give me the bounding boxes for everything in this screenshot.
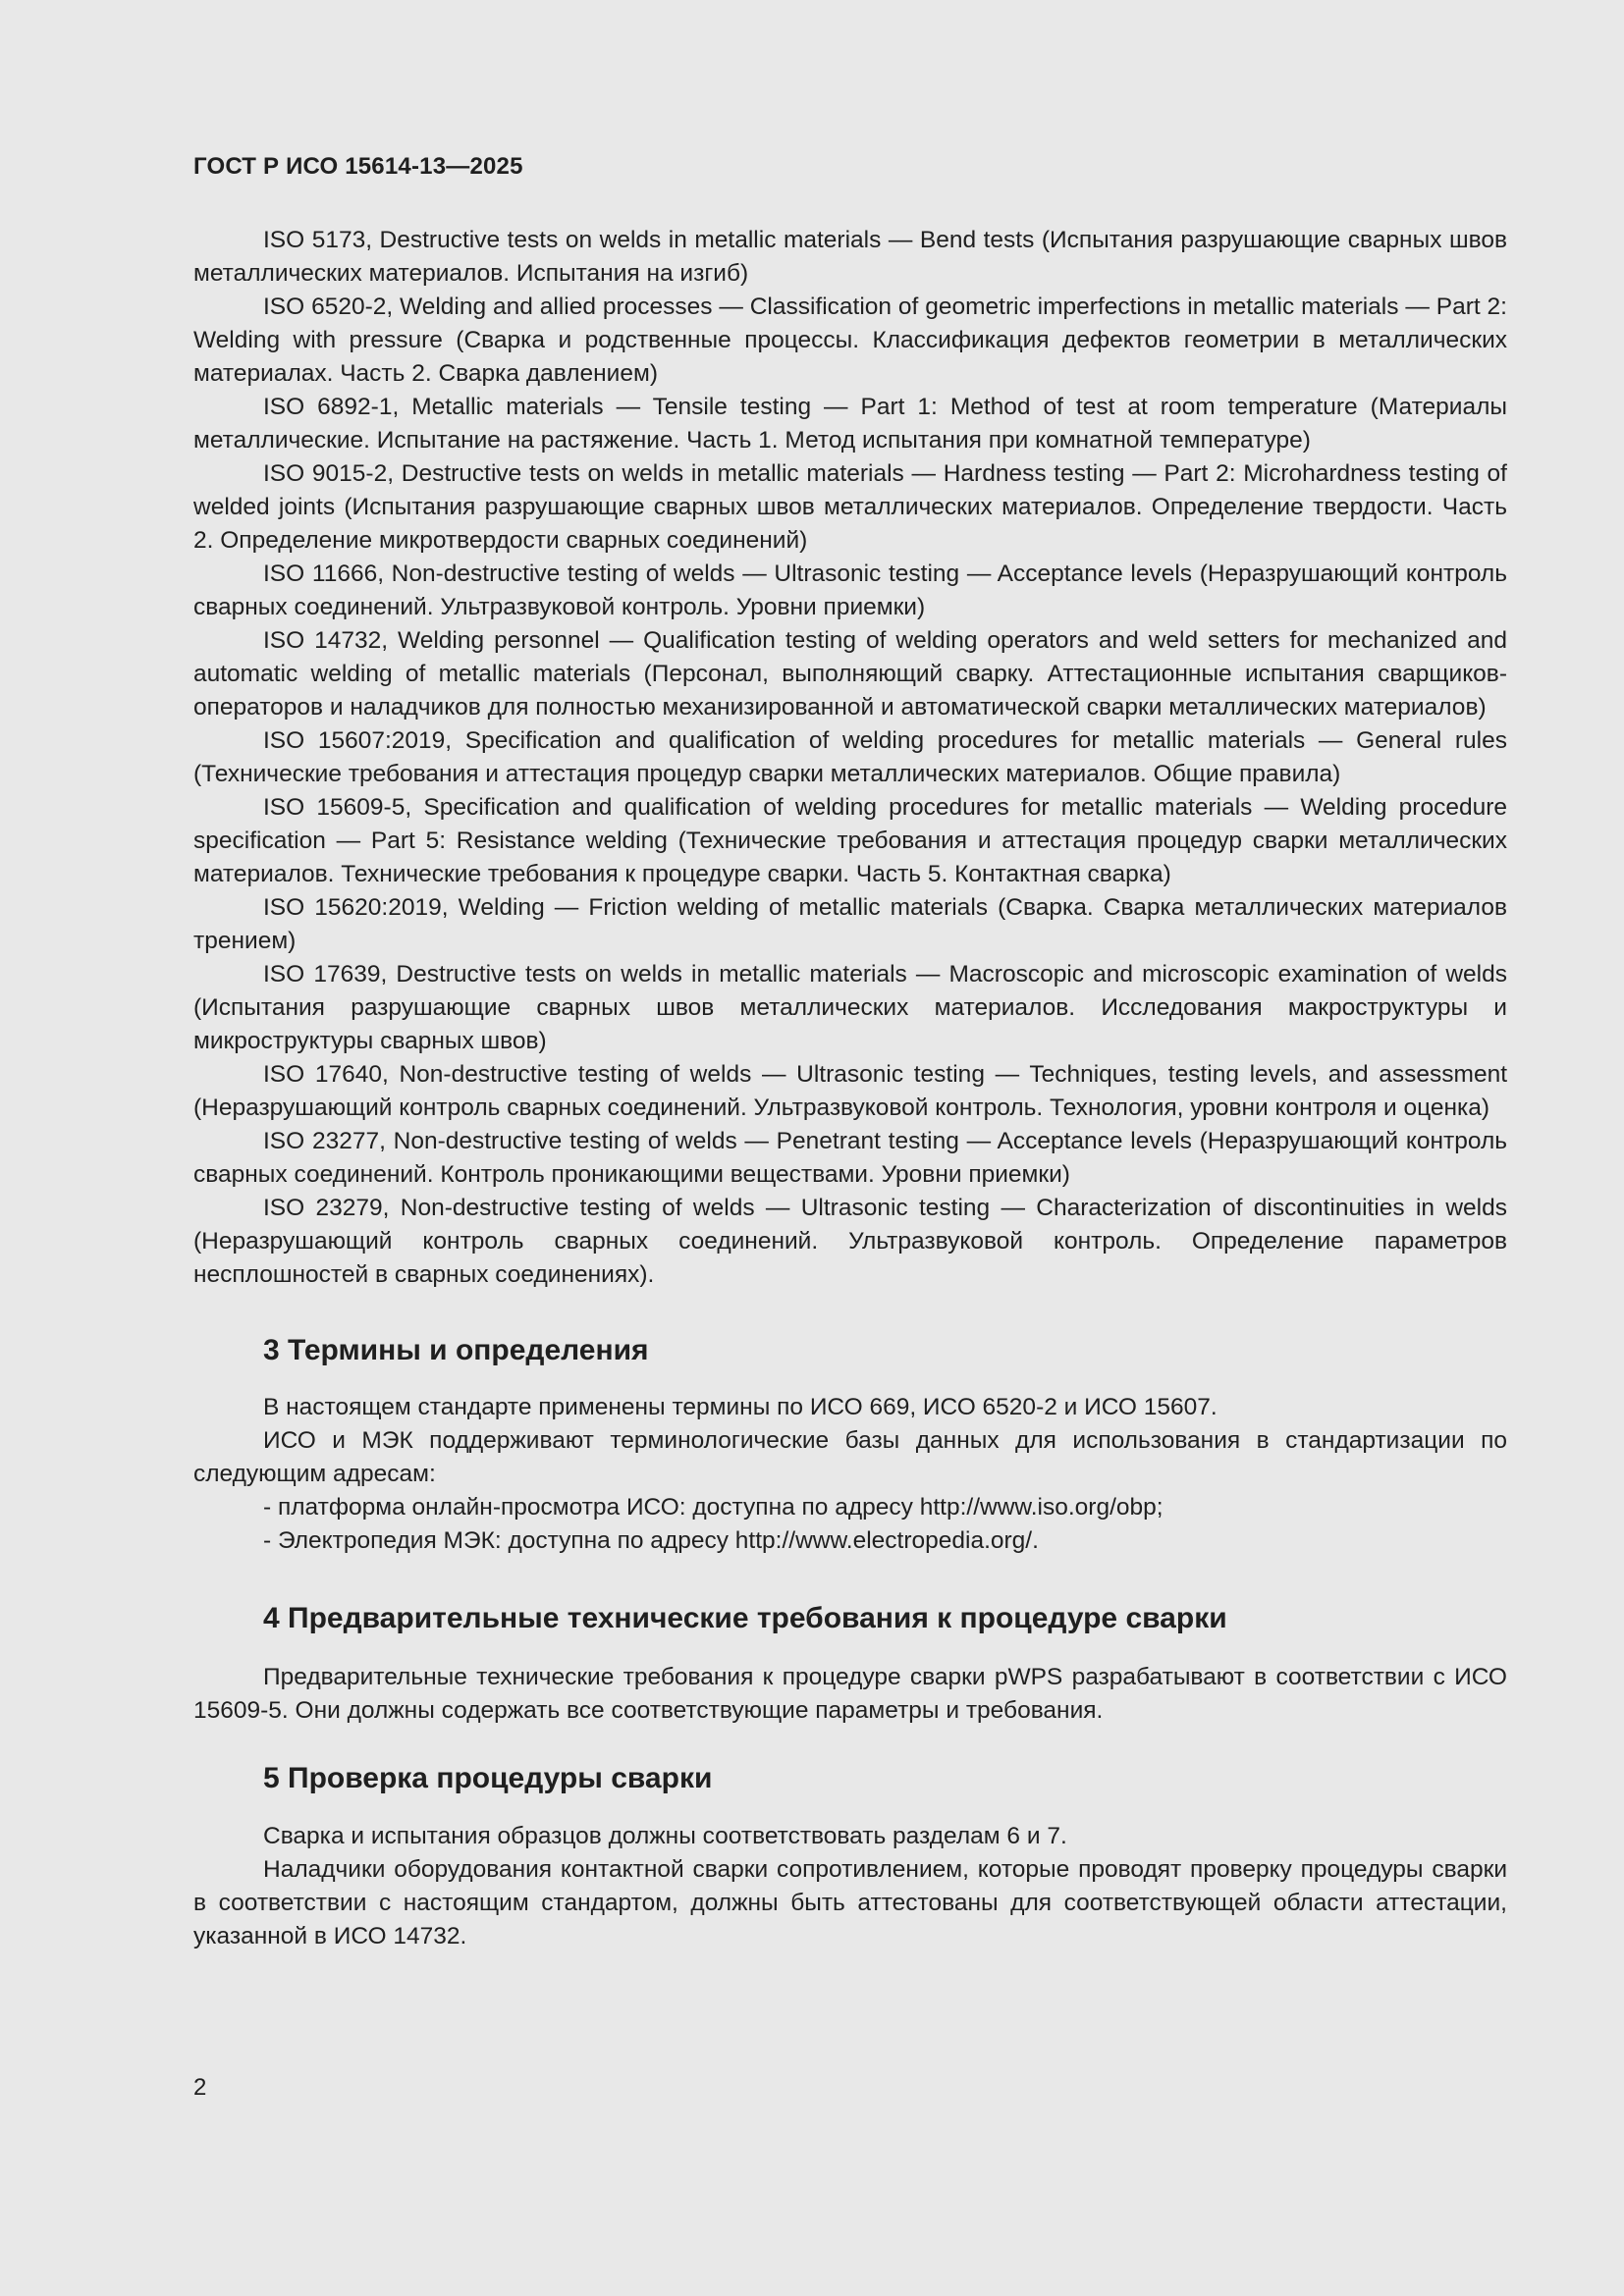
reference-item: ISO 6892-1, Metallic materials — Tensile testing — Part 1: Method of test at room temperature (Материалы металлические. Испытание на растяжение. Часть 1. Метод испытания при комнатной температуре) — [193, 394, 1507, 454]
document-body — [193, 224, 1507, 1953]
reference-item: ISO 15607:2019, Specification and qualification of welding procedures for metallic materials — General rules (Технические требования и аттестация процедур сварки металлических материалов. Общие правила) — [193, 727, 1507, 787]
section-3-heading: 3 Термины и определения — [263, 1334, 649, 1366]
section-3-paragraph: В настоящем стандарте применены термины по ИСО 669, ИСО 6520-2 и ИСО 15607. — [263, 1394, 1218, 1420]
reference-item: ISO 23279, Non-destructive testing of welds — Ultrasonic testing — Characterization of discontinuities in welds (Неразрушающий контроль сварных соединений. Ультразвуковой контроль. Определение параметров несплошностей в сварных соединениях). — [193, 1195, 1507, 1288]
reference-item: ISO 14732, Welding personnel — Qualification testing of welding operators and weld setters for mechanized and automatic welding of metallic materials (Персонал, выполняющий сварку. Аттестационные испытания сварщиков-операторов и наладчиков для полностью механизированной и автоматической сварки металлических материалов) — [193, 627, 1507, 721]
reference-item: ISO 17639, Destructive tests on welds in metallic materials — Macroscopic and microscopic examination of welds (Испытания разрушающие сварных швов металлических материалов. Исследования макроструктуры и микроструктуры сварных швов) — [193, 961, 1507, 1054]
page-number: 2 — [193, 2074, 207, 2101]
reference-item: ISO 23277, Non-destructive testing of welds — Penetrant testing — Acceptance levels (Неразрушающий контроль сварных соединений. Контроль проникающими веществами. Уровни приемки) — [193, 1128, 1507, 1188]
reference-item: ISO 15609-5, Specification and qualification of welding procedures for metallic materials — Welding procedure specification — Part 5: Resistance welding (Технические требования и аттестация процедур сварки металлических материалов. Технические требования к процедуре сварки. Часть 5. Контактная сварка) — [193, 794, 1507, 887]
section-5-heading: 5 Проверка процедуры сварки — [263, 1762, 713, 1794]
section-5-paragraph: Наладчики оборудования контактной сварки сопротивлением, которые проводят проверку процедуры сварки в соответствии с настоящим стандартом, должны быть аттестованы для соответствующей области аттестации, указанной в ИСО 14732. — [193, 1856, 1507, 1949]
section-3-list-item-electropedia: - Электропедия МЭК: доступна по адресу http://www.electropedia.org/. — [263, 1527, 1039, 1554]
section-4-heading: 4 Предварительные технические требования к процедуре сварки — [263, 1602, 1227, 1634]
section-3-list-item-iso-obp: - платформа онлайн-просмотра ИСО: доступна по адресу http://www.iso.org/obp; — [263, 1494, 1164, 1521]
document-header: ГОСТ Р ИСО 15614-13—2025 — [193, 153, 523, 180]
reference-item: ISO 9015-2, Destructive tests on welds in metallic materials — Hardness testing — Part 2: Microhardness testing of welded joints (Испытания разрушающие сварных швов металлических материалов. Определение твердости. Часть 2. Определение микротвердости сварных соединений) — [193, 460, 1507, 554]
reference-item: ISO 6520-2, Welding and allied processes — Classification of geometric imperfections in metallic materials — Part 2: Welding with pressure (Сварка и родственные процессы. Классификация дефектов геометрии в металлических материалах. Часть 2. Сварка давлением) — [193, 294, 1507, 387]
reference-item: ISO 11666, Non-destructive testing of welds — Ultrasonic testing — Acceptance levels (Неразрушающий контроль сварных соединений. Ультразвуковой контроль. Уровни приемки) — [193, 561, 1507, 620]
reference-item: ISO 5173, Destructive tests on welds in metallic materials — Bend tests (Испытания разрушающие сварных швов металлических материалов. Испытания на изгиб) — [193, 227, 1507, 287]
reference-item: ISO 17640, Non-destructive testing of welds — Ultrasonic testing — Techniques, testing levels, and assessment (Неразрушающий контроль сварных соединений. Ультразвуковой контроль. Технология, уровни контроля и оценка) — [193, 1061, 1507, 1121]
section-5-paragraph: Сварка и испытания образцов должны соответствовать разделам 6 и 7. — [263, 1823, 1067, 1849]
reference-item: ISO 15620:2019, Welding — Friction welding of metallic materials (Сварка. Сварка металлических материалов трением) — [193, 894, 1507, 954]
section-4-paragraph: Предварительные технические требования к процедуре сварки pWPS разрабатывают в соответствии с ИСО 15609-5. Они должны содержать все соответствующие параметры и требования. — [193, 1664, 1507, 1724]
references-list — [193, 224, 1507, 1292]
section-3-paragraph: ИСО и МЭК поддерживают терминологические базы данных для использования в стандартизации по следующим адресам: — [193, 1427, 1507, 1487]
